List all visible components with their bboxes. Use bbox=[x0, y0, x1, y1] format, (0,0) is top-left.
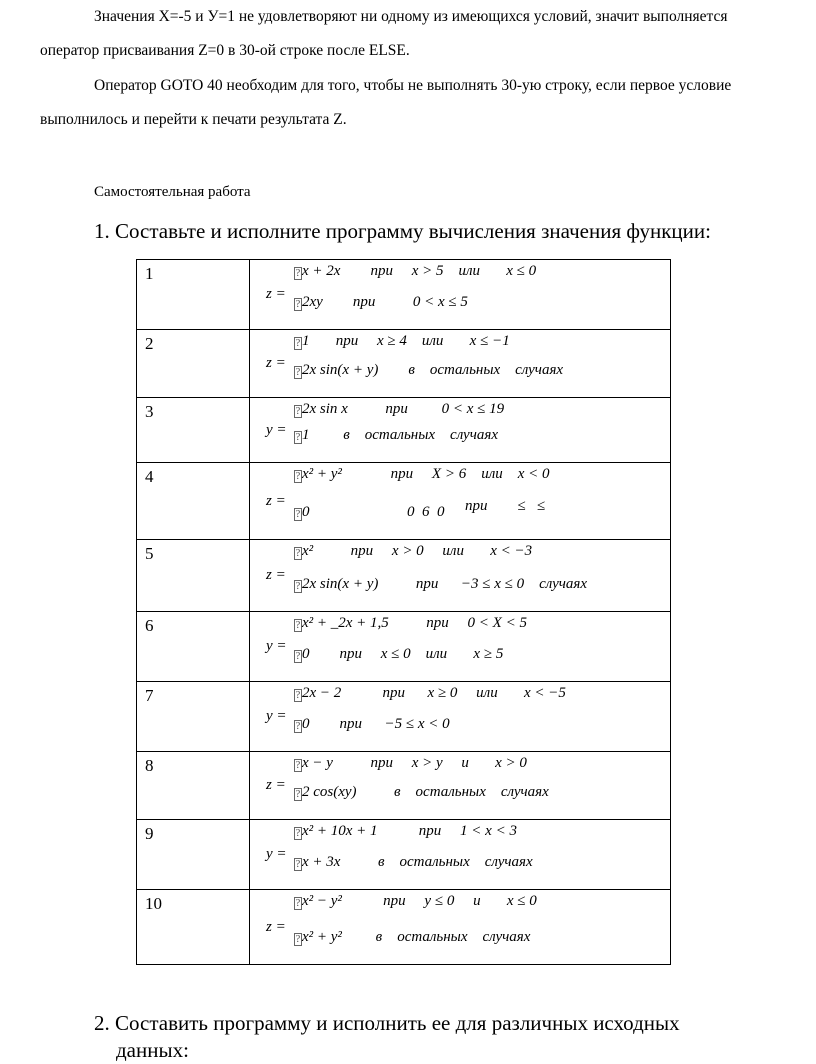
section-subtitle: Самостоятельная работа bbox=[94, 184, 251, 200]
table-row bbox=[137, 463, 671, 540]
brace-glyph-icon: ? bbox=[295, 760, 301, 771]
brace-glyph-icon: ? bbox=[295, 432, 301, 443]
formula-lhs: y = bbox=[266, 422, 287, 438]
paragraph-result-explanation: Значения Х=-5 и У=1 не удовлетворяют ни одному из имеющихся условий, значит выполняется оператор присваивания Z=0 в 30-ой строке после ELSE. bbox=[40, 8, 728, 59]
brace-glyph-icon: ? bbox=[295, 828, 301, 839]
brace-glyph-icon: ? bbox=[295, 367, 301, 378]
brace-glyph-icon: ? bbox=[295, 406, 301, 417]
task-number: 10 bbox=[137, 890, 250, 965]
brace-glyph-icon: ? bbox=[295, 859, 301, 870]
piecewise-formula bbox=[250, 540, 671, 612]
formula-line1: 1 при x ≥ 4 или x ≤ −1 bbox=[302, 333, 510, 349]
table-row bbox=[137, 612, 671, 682]
formula-line1: x + 2x при x > 5 или x ≤ 0 bbox=[302, 263, 537, 279]
formula-line2: x + 3x в остальных случаях bbox=[302, 854, 533, 870]
formula-extra: при ≤ ≤ bbox=[465, 498, 546, 514]
formula-line1: x² + 10x + 1 при 1 < x < 3 bbox=[302, 823, 517, 839]
task-number: 4 bbox=[137, 463, 250, 540]
brace-glyph-icon: ? bbox=[295, 898, 301, 909]
formula-line2: 2xy при 0 < x ≤ 5 bbox=[302, 294, 468, 310]
piecewise-formula bbox=[250, 398, 671, 463]
piecewise-formula bbox=[250, 463, 671, 540]
brace-glyph-icon: ? bbox=[295, 338, 301, 349]
brace-glyph-icon: ? bbox=[295, 789, 301, 800]
formula-line1: x² при x > 0 или x < −3 bbox=[302, 543, 533, 559]
formula-line2: x² + y² в остальных случаях bbox=[302, 929, 531, 945]
brace-glyph-icon: ? bbox=[295, 268, 301, 279]
brace-glyph-icon: ? bbox=[295, 548, 301, 559]
brace-glyph-icon: ? bbox=[295, 934, 301, 945]
task-number: 7 bbox=[137, 682, 250, 752]
formula-line1: 2x sin x при 0 < x ≤ 19 bbox=[302, 401, 505, 417]
table-row bbox=[137, 682, 671, 752]
table-row bbox=[137, 752, 671, 820]
brace-glyph-icon: ? bbox=[295, 471, 301, 482]
brace-glyph-icon: ? bbox=[295, 509, 301, 520]
formula-lhs: z = bbox=[266, 567, 286, 583]
task-2-continuation: данных: bbox=[116, 1038, 189, 1062]
table-row bbox=[137, 330, 671, 398]
brace-glyph-icon: ? bbox=[295, 581, 301, 592]
brace-glyph-icon: ? bbox=[295, 651, 301, 662]
table-row bbox=[137, 890, 671, 965]
piecewise-formula bbox=[250, 330, 671, 398]
task-number: 9 bbox=[137, 820, 250, 890]
task-number: 5 bbox=[137, 540, 250, 612]
brace-glyph-icon: ? bbox=[295, 721, 301, 732]
task-2-heading bbox=[94, 1010, 774, 1064]
piecewise-formula bbox=[250, 612, 671, 682]
formula-line1: 2x − 2 при x ≥ 0 или x < −5 bbox=[302, 685, 566, 701]
formula-line1: x − y при x > y и x > 0 bbox=[302, 755, 527, 771]
brace-glyph-icon: ? bbox=[295, 690, 301, 701]
formula-line2: 2 cos(xy) в остальных случаях bbox=[302, 784, 549, 800]
task-2-text: 2. Составить программу и исполнить ее для различных исходных bbox=[94, 1011, 680, 1035]
piecewise-formula bbox=[250, 890, 671, 965]
formula-line1: x² − y² при y ≤ 0 и x ≤ 0 bbox=[302, 893, 537, 909]
brace-glyph-icon: ? bbox=[295, 620, 301, 631]
functions-table bbox=[136, 259, 671, 965]
formula-lhs: z = bbox=[266, 919, 286, 935]
formula-line2: 0 при −5 ≤ x < 0 bbox=[302, 716, 450, 732]
formula-lhs: y = bbox=[266, 708, 287, 724]
task-number: 8 bbox=[137, 752, 250, 820]
formula-line1: x² + y² при X > 6 или x < 0 bbox=[302, 466, 550, 482]
formula-line1: x² + _2x + 1,5 при 0 < X < 5 bbox=[302, 615, 527, 631]
formula-lhs: z = bbox=[266, 493, 286, 509]
task-number: 1 bbox=[137, 260, 250, 330]
table-row bbox=[137, 398, 671, 463]
table-row bbox=[137, 260, 671, 330]
piecewise-formula bbox=[250, 682, 671, 752]
task-number: 3 bbox=[137, 398, 250, 463]
brace-glyph-icon: ? bbox=[295, 299, 301, 310]
task-1-heading: 1. Составьте и исполните программу вычисления значения функции: bbox=[94, 219, 711, 243]
paragraph-goto-explanation: Оператор GOTO 40 необходим для того, чтобы не выполнять 30-ую строку, если первое условие выполнилось и перейти к печати результата Z. bbox=[40, 77, 732, 128]
formula-line2: 0 0 6 0 bbox=[302, 504, 445, 520]
formula-lhs: z = bbox=[266, 777, 286, 793]
formula-line2: 1 в остальных случаях bbox=[302, 427, 499, 443]
task-number: 6 bbox=[137, 612, 250, 682]
task-number: 2 bbox=[137, 330, 250, 398]
piecewise-formula bbox=[250, 752, 671, 820]
formula-lhs: z = bbox=[266, 355, 286, 371]
table-row bbox=[137, 820, 671, 890]
piecewise-formula bbox=[250, 260, 671, 330]
table-row bbox=[137, 540, 671, 612]
formula-line2: 2x sin(x + y) при −3 ≤ x ≤ 0 случаях bbox=[302, 576, 588, 592]
formula-lhs: y = bbox=[266, 846, 287, 862]
formula-line2: 0 при x ≤ 0 или x ≥ 5 bbox=[302, 646, 504, 662]
formula-lhs: y = bbox=[266, 638, 287, 654]
formula-line2: 2x sin(x + y) в остальных случаях bbox=[302, 362, 564, 378]
piecewise-formula bbox=[250, 820, 671, 890]
formula-lhs: z = bbox=[266, 286, 286, 302]
